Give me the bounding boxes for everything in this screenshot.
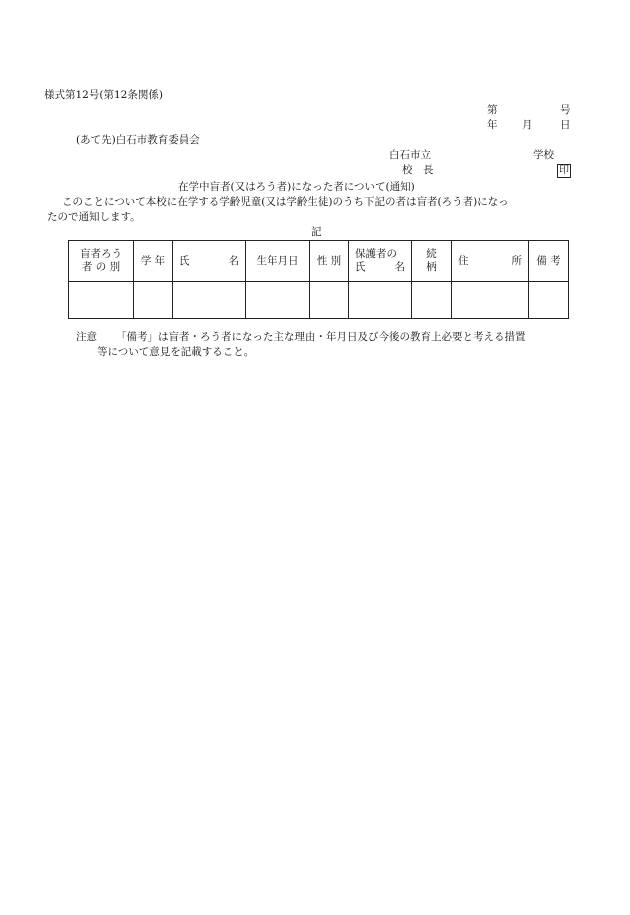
addressee: (あて先)白石市教育委員会: [76, 134, 200, 146]
date-day: 日: [560, 119, 571, 131]
cell-guardian[interactable]: [349, 282, 412, 319]
cell-relationship[interactable]: [412, 282, 452, 319]
table-row: [69, 282, 569, 319]
header-guardian: 保護者の 氏 名: [349, 241, 412, 282]
cell-grade[interactable]: [134, 282, 173, 319]
body-line-1: このことについて本校に在学する学齢児童(又は学齢生徒)のうち下記の者は盲者(ろう者)になっ: [62, 196, 509, 208]
note-line-1: 「備考」は盲者・ろう者になった主な理由・年月日及び今後の教育上必要と考える措置: [116, 331, 526, 343]
note-label: 注意: [76, 331, 97, 343]
document-title: 在学中盲者(又はろう者)になった者について(通知): [178, 181, 415, 193]
seal-text: 印: [559, 165, 569, 176]
doc-number-prefix: 第: [487, 104, 498, 116]
date-year: 年: [487, 119, 498, 131]
cell-blind-deaf[interactable]: [69, 282, 134, 319]
cell-address[interactable]: [452, 282, 529, 319]
seal-mark: [557, 163, 571, 178]
body-line-2: たので通知します。: [47, 211, 141, 223]
ki-heading: 記: [311, 226, 322, 238]
header-name: 氏 名: [173, 241, 246, 282]
cell-birthdate[interactable]: [246, 282, 310, 319]
table-header-row: [69, 241, 569, 282]
form-number: 様式第12号(第12条関係): [44, 89, 163, 101]
school-prefix: 白石市立: [389, 149, 431, 161]
report-table: [68, 240, 569, 319]
date-month: 月: [522, 119, 533, 131]
header-blind-deaf: 盲者ろう 者 の 別: [69, 241, 134, 282]
doc-number-suffix: 号: [560, 104, 571, 116]
note-line-2: 等について意見を記載すること。: [97, 346, 255, 358]
cell-sex[interactable]: [310, 282, 349, 319]
header-remarks: 備 考: [529, 241, 569, 282]
header-sex: 性 別: [310, 241, 349, 282]
header-address: 住 所: [452, 241, 529, 282]
header-relationship: 続 柄: [412, 241, 452, 282]
header-birthdate: 生年月日: [246, 241, 310, 282]
header-grade: 学 年: [134, 241, 173, 282]
principal-label: 校 長: [402, 164, 434, 176]
school-suffix: 学校: [533, 149, 554, 161]
cell-remarks[interactable]: [529, 282, 569, 319]
cell-name[interactable]: [173, 282, 246, 319]
